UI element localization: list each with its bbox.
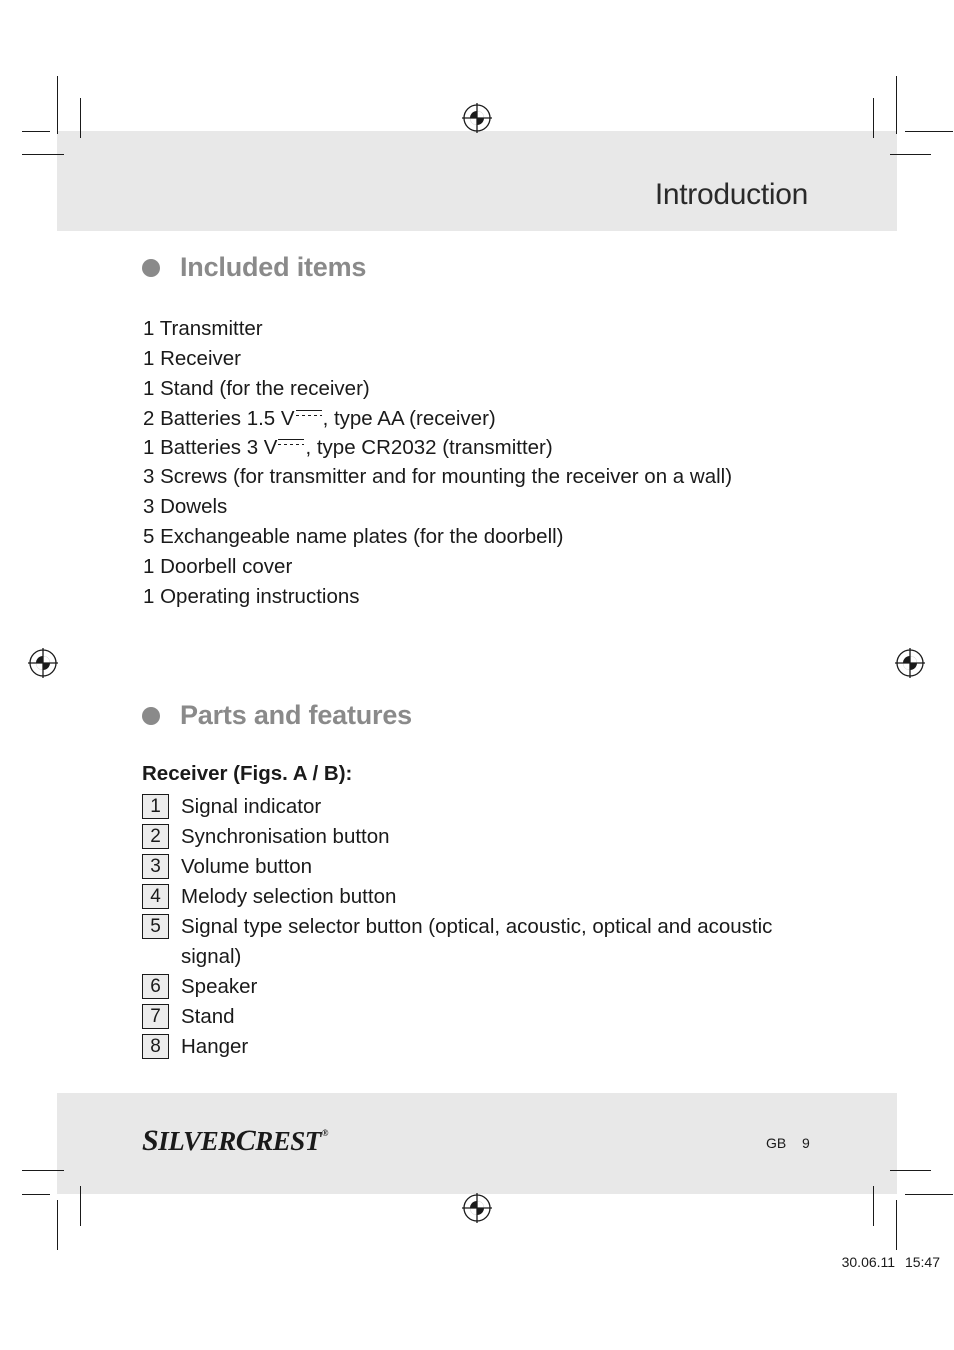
- logo-initial: S: [142, 1124, 159, 1157]
- crop-mark: [57, 76, 58, 134]
- registered-mark: ®: [321, 1128, 328, 1138]
- page-title: Introduction: [654, 178, 808, 211]
- part-number: 8: [142, 1034, 169, 1059]
- part-label: Synchronisation button: [181, 825, 390, 848]
- bullet-icon: [142, 259, 160, 277]
- part-label: Hanger: [181, 1035, 249, 1058]
- list-item: 1 Transmitter: [143, 317, 263, 340]
- part-label: Volume button: [181, 855, 313, 878]
- part-number: 1: [142, 794, 169, 819]
- logo-text: ILVER: [158, 1126, 236, 1156]
- part-number: 7: [142, 1004, 169, 1029]
- list-item: 5 Exchangeable name plates (for the doorbell): [143, 525, 564, 548]
- list-item: [142, 852, 822, 882]
- registration-mark-icon: [28, 648, 58, 678]
- logo-initial: C: [235, 1124, 256, 1157]
- crop-mark: [890, 1170, 931, 1171]
- parts-list: [142, 792, 822, 1062]
- included-items-heading-text: Included items: [180, 252, 367, 282]
- crop-mark: [905, 1194, 953, 1195]
- part-label: Signal type selector button (optical, acoustic, optical and acoustic signal): [181, 915, 773, 968]
- crop-mark: [905, 131, 953, 132]
- list-item: [143, 404, 732, 434]
- part-number: 3: [142, 854, 169, 879]
- list-item: 3 Dowels: [143, 495, 228, 518]
- crop-mark: [890, 154, 931, 155]
- crop-mark: [22, 131, 50, 132]
- list-item: [142, 912, 822, 972]
- crop-mark: [896, 76, 897, 134]
- dc-symbol-icon: [278, 439, 304, 446]
- list-item: 1 Operating instructions: [143, 585, 360, 608]
- part-label: Speaker: [181, 975, 258, 998]
- crop-mark: [896, 1200, 897, 1250]
- registration-mark-icon: [462, 103, 492, 133]
- list-item-text: 1 Batteries 3 V: [143, 436, 278, 459]
- crop-mark: [80, 1186, 81, 1226]
- list-item: 1 Stand (for the receiver): [143, 377, 370, 400]
- list-item: 3 Screws (for transmitter and for mounting the receiver on a wall): [143, 465, 733, 488]
- list-item: [142, 1032, 822, 1062]
- crop-mark: [57, 1200, 58, 1250]
- print-timestamp: 30.06.11 15:47: [841, 1254, 940, 1270]
- list-item-text: , type CR2032 (transmitter): [305, 436, 553, 459]
- included-items-list: [143, 314, 732, 612]
- crop-mark: [80, 98, 81, 138]
- part-label: Signal indicator: [181, 795, 322, 818]
- language-code: GB: [766, 1135, 787, 1151]
- crop-mark: [22, 154, 64, 155]
- part-number: 2: [142, 824, 169, 849]
- crop-mark: [22, 1170, 64, 1171]
- list-item: [142, 972, 822, 1002]
- part-label: Melody selection button: [181, 885, 397, 908]
- dc-symbol-icon: [296, 410, 322, 417]
- list-item-text: 2 Batteries 1.5 V: [143, 407, 295, 430]
- list-item: [143, 434, 732, 462]
- parts-features-heading-text: Parts and features: [180, 700, 412, 730]
- registration-mark-icon: [462, 1193, 492, 1223]
- list-item: [142, 1002, 822, 1032]
- registration-mark-icon: [895, 648, 925, 678]
- list-item: 1 Receiver: [143, 347, 241, 370]
- crop-mark: [22, 1194, 50, 1195]
- part-label: Stand: [181, 1005, 235, 1028]
- silvercrest-logo: [142, 1124, 328, 1158]
- list-item: [142, 882, 822, 912]
- receiver-subheading: Receiver (Figs. A / B):: [142, 762, 353, 785]
- crop-mark: [873, 98, 874, 138]
- page-number: 9: [802, 1135, 810, 1151]
- list-item: 1 Doorbell cover: [143, 555, 293, 578]
- part-number: 6: [142, 974, 169, 999]
- list-item: [142, 822, 822, 852]
- crop-mark: [873, 1186, 874, 1226]
- logo-text: REST: [255, 1126, 321, 1156]
- part-number: 5: [142, 914, 169, 939]
- list-item-text: , type AA (receiver): [322, 407, 496, 430]
- included-items-heading: [142, 252, 366, 283]
- bullet-icon: [142, 707, 160, 725]
- parts-features-heading: [142, 700, 412, 731]
- part-number: 4: [142, 884, 169, 909]
- list-item: [142, 792, 822, 822]
